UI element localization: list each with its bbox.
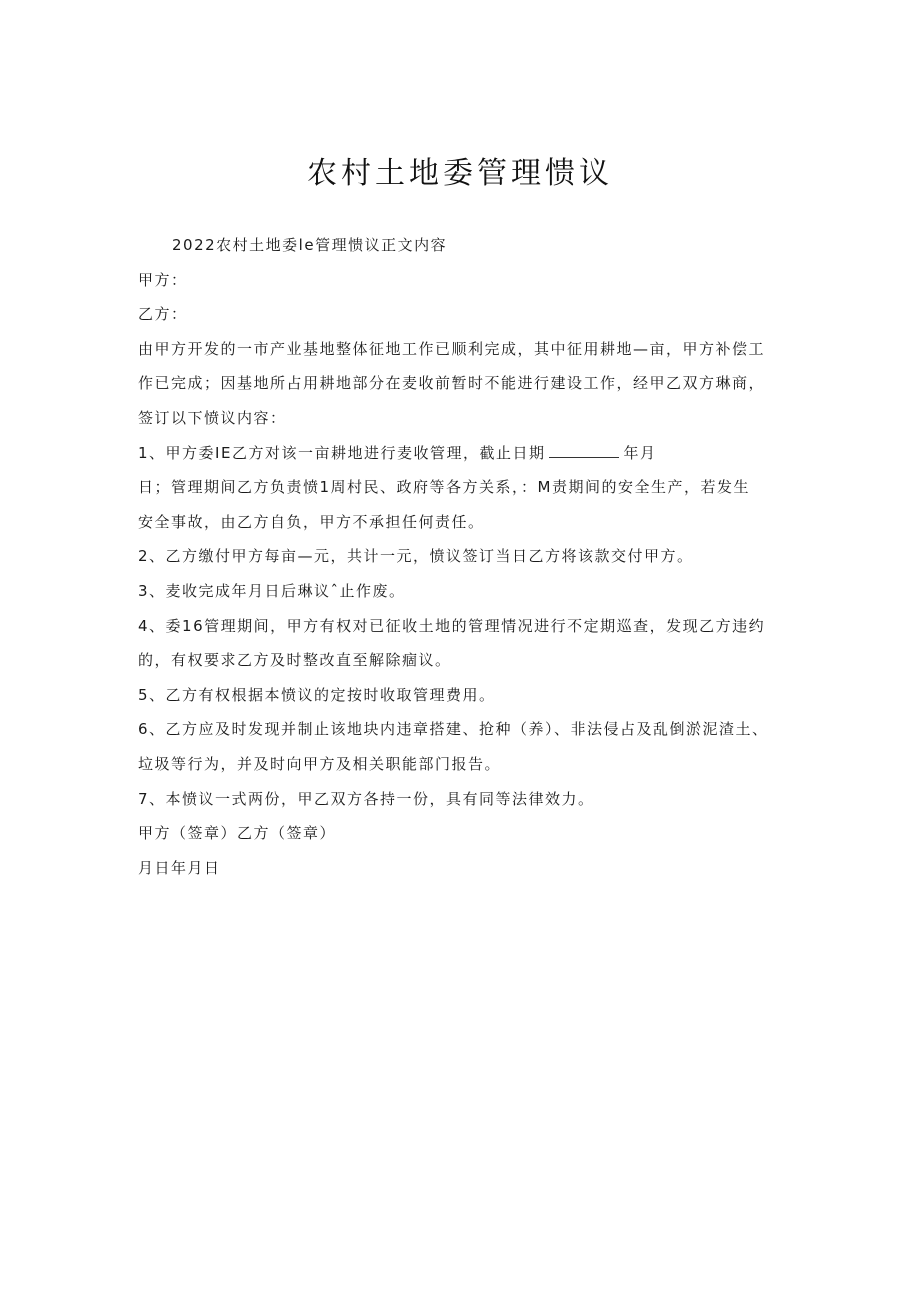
clause-2: 2、乙方缴付甲方每亩—元，共计一元，愤议签订当日乙方将该款交付甲方。 (138, 547, 694, 566)
intro-line-3: 签订以下愤议内容： (138, 408, 287, 427)
clause-1-line-2: 日；管理期间乙方负责愤1周村民、政府等各方关系，：M责期间的安全生产，若发生 (138, 478, 750, 497)
party-b-label: 乙方： (138, 305, 188, 324)
clause-1-line-1 (138, 436, 788, 471)
clause-3: 3、麦收完成年月日后琳议ˆ止作废。 (138, 581, 406, 600)
clause-4-line-2: 的，有权要求乙方及时整改直至解除痼议。 (138, 651, 452, 670)
clause-1-text-before: 1、甲方委IE乙方对该一亩耕地进行麦收管理，截止日期 (138, 443, 546, 462)
clause-4-line-1: 4、委16管理期间，甲方有权对已征收土地的管理情况进行不定期巡查，发现乙方违约 (138, 616, 766, 635)
clause-1-text-after: 年月 (623, 443, 657, 462)
intro-line-1: 由甲方开发的一市产业基地整体征地工作已顺利完成，其中征用耕地—亩，甲方补偿工 (138, 339, 766, 358)
clause-5: 5、乙方有权根据本愤议的定按时收取管理费用。 (138, 685, 496, 704)
party-a-label: 甲方： (138, 270, 188, 289)
document-title: 农村土地委管理愦议 (307, 156, 613, 191)
date-line: 月日年月日 (138, 858, 221, 877)
document-subtitle: 2022农村土地委le管理愦议正文内容 (172, 236, 448, 254)
intro-line-2: 作已完成；因基地所占用耕地部分在麦收前暂时不能进行建设工作，经甲乙双方琳商， (138, 374, 766, 393)
signature-line: 甲方（签章）乙方（签章） (138, 824, 337, 843)
date-blank (549, 443, 619, 458)
clause-7: 7、本愤议一式两份，甲乙双方各持一份，具有同等法律效力。 (138, 789, 595, 808)
clause-6-line-2: 垃圾等行为，并及时向甲方及相关职能部门报告。 (138, 754, 502, 773)
clause-6-line-1: 6、乙方应及时发现并制止该地块内违章搭建、抢种（养）、非法侵占及乱倒淤泥渣土、 (138, 720, 769, 739)
clause-1-line-3: 安全事故，由乙方自负，甲方不承担任何责任。 (138, 512, 485, 531)
document-body (138, 228, 788, 885)
